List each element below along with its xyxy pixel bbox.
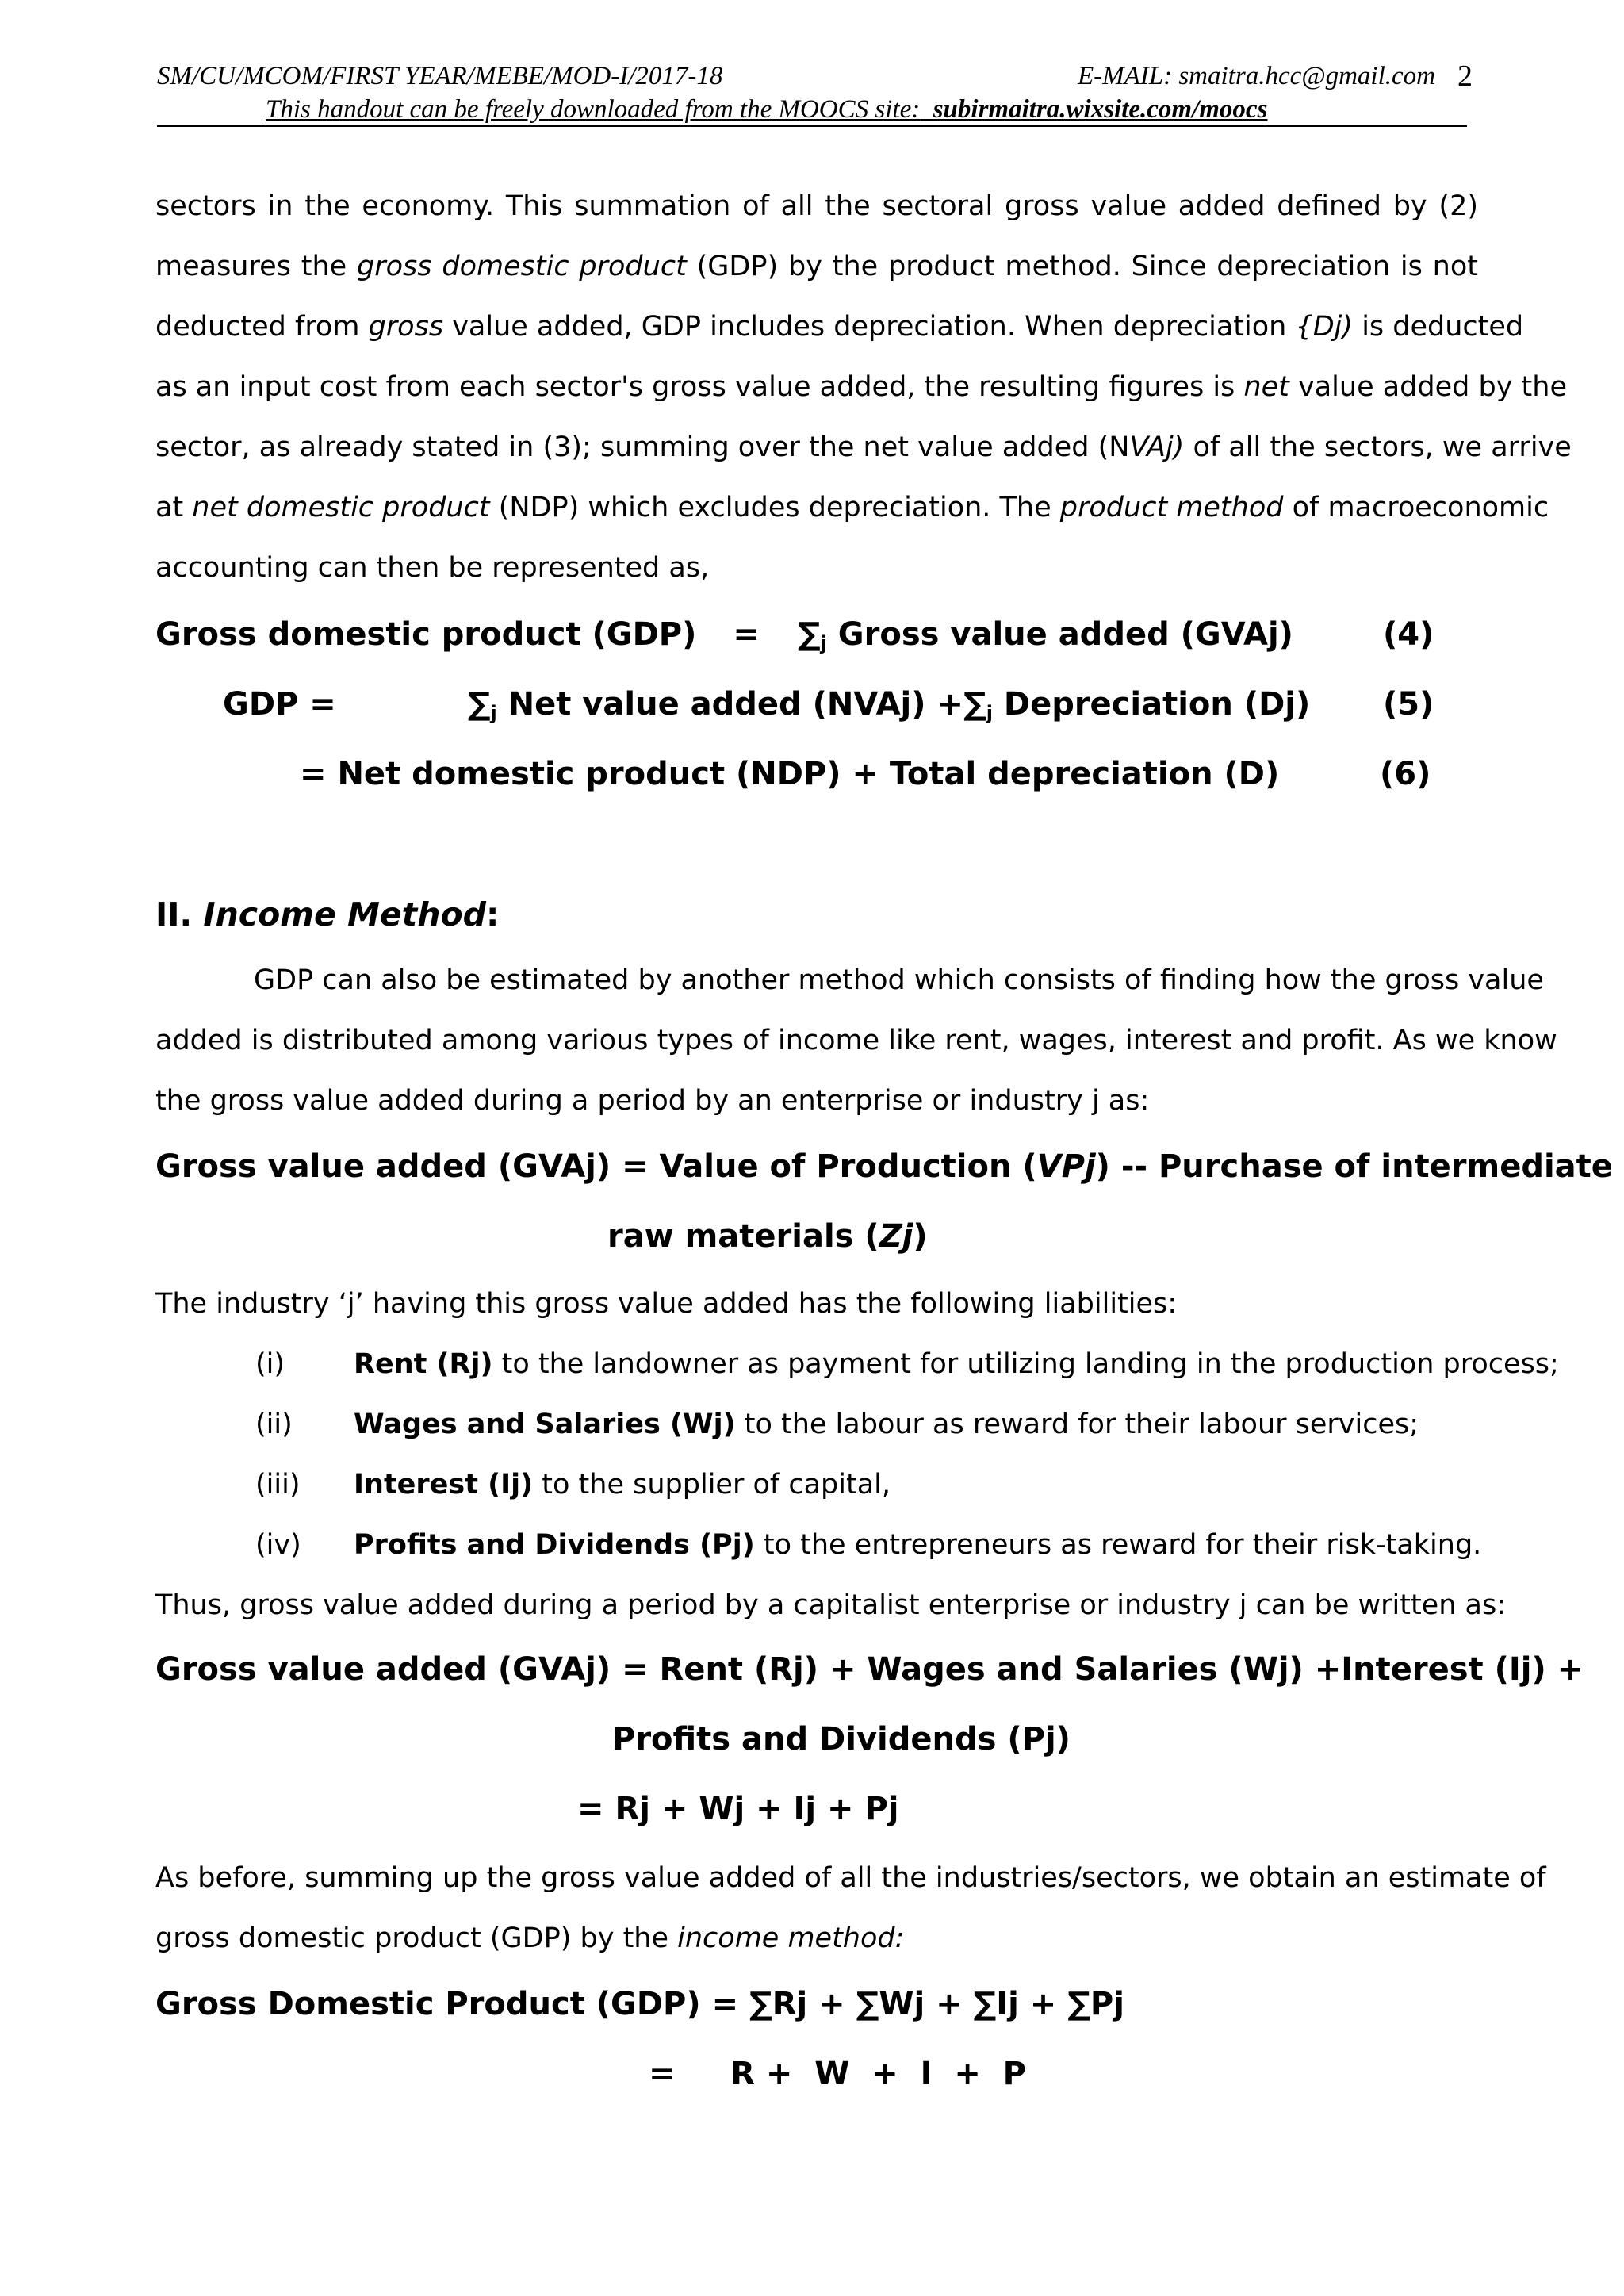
- intro-paragraph: sectors in the economy. This summation of all the sectoral gross value added defined by (2) measures the gross domestic product (GDP) by the product method. Since depreciation is not deducted from gross value added, GDP includes depreciation. When depreciation {Dj) is deducted as an input cost from each sector's gross value added, the resulting figures is net value added by the sector, as already stated in (3); summing over the net value added (NVAj) of all the sectors, we arrive at net domestic product (NDP) which excludes depreciation. The product method of macroeconomic accounting can then be represented as,: [155, 190, 1572, 584]
- gdp-income-equation: Gross Domestic Product (GDP) = ∑Rj + ∑Wj + ∑Ij + ∑Pj: [155, 1986, 1124, 2022]
- liabilities-intro: The industry ‘j’ having this gross value added has the following liabilities:: [155, 1288, 1178, 1320]
- download-note: [157, 94, 1467, 127]
- gva-income-equation-short: = Rj + Wj + Ij + Pj: [577, 1791, 899, 1827]
- equation-5: GDP = $\sum_j$ Net value added (NVAj) $+\sum_j$ Depreciation (Dj): [223, 686, 1311, 724]
- equation-number-6: (6): [1380, 756, 1431, 792]
- income-method-paragraph: GDP can also be estimated by another method which consists of finding how the gross value added is distributed among various types of income like rent, wages, interest and profit. As we know the gross value added during a period by an enterprise or industry j as:: [155, 964, 1557, 1117]
- list-item-number: (i): [255, 1348, 285, 1380]
- gva-income-equation-cont: Profits and Dividends (Pj): [612, 1721, 1071, 1757]
- list-item: Interest (Ij) to the supplier of capital,: [354, 1469, 891, 1501]
- moocs-site-link[interactable]: subirmaitra.wixsite.com/moocs: [933, 95, 1268, 124]
- list-item: Profits and Dividends (Pj) to the entrepreneurs as reward for their risk-taking.: [354, 1529, 1482, 1561]
- thus-line: Thus, gross value added during a period by a capitalist enterprise or industry j can be written as:: [155, 1589, 1506, 1621]
- author-email: E-MAIL: smaitra.hcc@gmail.com: [1077, 62, 1435, 90]
- list-item-number: (ii): [255, 1409, 293, 1440]
- equation-4: Gross domestic product $(GDP) = \sum_j$ Gross value added (GVAj): [155, 616, 1293, 654]
- section-heading: II. Income Method:: [155, 895, 500, 933]
- equation-6: = Net domestic product (NDP) + Total depreciation (D): [300, 756, 1280, 792]
- list-item-number: (iii): [255, 1469, 301, 1501]
- as-before-paragraph: As before, summing up the gross value added of all the industries/sectors, we obtain an estimate of gross domestic product (GDP) by the income method:: [155, 1862, 1546, 1954]
- gdp-income-equation-short: = R + W + I + P: [649, 2056, 1026, 2092]
- gva-production-equation-cont: raw materials (Zj): [607, 1218, 928, 1255]
- gva-production-equation: Gross value added (GVAj) = Value of Production (VPj) -- Purchase of intermediate: [155, 1148, 1613, 1185]
- page-number: 2: [1457, 59, 1473, 93]
- running-header: [157, 60, 1467, 92]
- gva-income-equation: Gross value added (GVAj) = Rent (Rj) + Wages and Salaries (Wj) +Interest (Ij) +: [155, 1651, 1584, 1688]
- list-item: Wages and Salaries (Wj) to the labour as reward for their labour services;: [354, 1409, 1419, 1440]
- equation-number-5: (5): [1383, 686, 1434, 723]
- list-item: Rent (Rj) to the landowner as payment for utilizing landing in the production process;: [354, 1348, 1559, 1380]
- download-note-text: This handout can be freely downloaded from the MOOCS site:: [266, 95, 921, 124]
- course-code: SM/CU/MCOM/FIRST YEAR/MEBE/MOD-I/2017-18: [157, 62, 723, 90]
- list-item-number: (iv): [255, 1529, 301, 1561]
- equation-number-4: (4): [1383, 616, 1434, 653]
